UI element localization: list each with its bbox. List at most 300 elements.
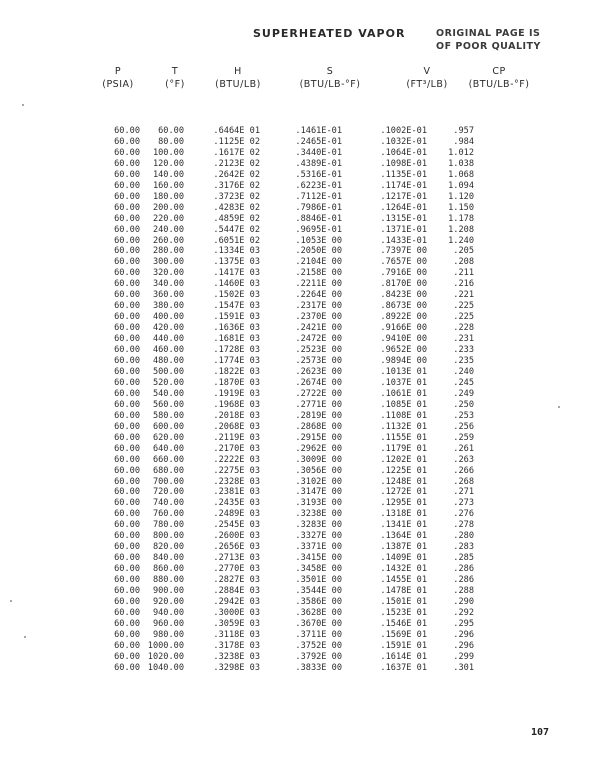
cell-entropy: .2317E 00 bbox=[295, 301, 342, 312]
cell-temperature: 140.00 bbox=[152, 169, 184, 180]
cell-temperature: 960.00 bbox=[152, 618, 184, 629]
cell-pressure: 60.00 bbox=[114, 586, 140, 597]
cell-enthalpy: .2827E 03 bbox=[213, 575, 260, 586]
cell-enthalpy: .6464E 01 bbox=[213, 126, 260, 136]
table-row bbox=[98, 279, 474, 290]
cell-cp: 1.240 bbox=[448, 235, 474, 246]
cell-enthalpy: .2942E 03 bbox=[213, 596, 260, 607]
cell-entropy: .3711E 00 bbox=[295, 629, 342, 640]
cell-temperature: 80.00 bbox=[158, 136, 184, 147]
table-row bbox=[98, 225, 474, 236]
cell-pressure: 60.00 bbox=[114, 454, 140, 465]
cell-entropy: .3458E 00 bbox=[295, 564, 342, 575]
table-row bbox=[98, 400, 474, 411]
cell-entropy: .2211E 00 bbox=[295, 279, 342, 290]
table-row bbox=[98, 181, 474, 192]
table-row bbox=[98, 290, 474, 301]
cell-entropy: .3628E 00 bbox=[295, 607, 342, 618]
cell-cp: .208 bbox=[453, 257, 474, 268]
cell-pressure: 60.00 bbox=[114, 509, 140, 520]
cell-enthalpy: .1774E 03 bbox=[213, 356, 260, 367]
table-row bbox=[98, 257, 474, 268]
cell-temperature: 880.00 bbox=[152, 575, 184, 586]
cell-volume: .1272E 01 bbox=[380, 487, 427, 498]
table-row bbox=[98, 433, 474, 444]
cell-enthalpy: .1460E 03 bbox=[213, 279, 260, 290]
cell-volume: .1341E 01 bbox=[380, 520, 427, 531]
table-row bbox=[98, 466, 474, 477]
cell-cp: .225 bbox=[453, 301, 474, 312]
cell-volume: .1295E 01 bbox=[380, 498, 427, 509]
cell-pressure: 60.00 bbox=[114, 421, 140, 432]
cell-volume: .1569E 01 bbox=[380, 629, 427, 640]
cell-entropy: .3327E 00 bbox=[295, 531, 342, 542]
cell-cp: .286 bbox=[453, 575, 474, 586]
cell-cp: 1.178 bbox=[448, 213, 474, 224]
cell-pressure: 60.00 bbox=[114, 443, 140, 454]
cell-cp: .233 bbox=[453, 345, 474, 356]
cell-enthalpy: .1728E 03 bbox=[213, 345, 260, 356]
cell-cp: .253 bbox=[453, 410, 474, 421]
cell-entropy: .9695E-01 bbox=[295, 224, 342, 235]
cell-volume: .1002E-01 bbox=[380, 126, 427, 136]
header-h-name: H bbox=[234, 66, 242, 77]
cell-cp: .280 bbox=[453, 531, 474, 542]
header-t-unit: (°F) bbox=[165, 79, 185, 90]
header-cp-name: CP bbox=[492, 66, 506, 77]
cell-enthalpy: .2170E 03 bbox=[213, 443, 260, 454]
cell-pressure: 60.00 bbox=[114, 158, 140, 169]
cell-cp: .225 bbox=[453, 312, 474, 323]
cell-temperature: 920.00 bbox=[152, 596, 184, 607]
cell-cp: .216 bbox=[453, 279, 474, 290]
cell-enthalpy: .3723E 02 bbox=[213, 191, 260, 202]
cell-enthalpy: .2545E 03 bbox=[213, 520, 260, 531]
cell-pressure: 60.00 bbox=[114, 553, 140, 564]
cell-pressure: 60.00 bbox=[114, 596, 140, 607]
cell-volume: .1432E 01 bbox=[380, 564, 427, 575]
cell-volume: .1455E 01 bbox=[380, 575, 427, 586]
cell-volume: .1135E-01 bbox=[380, 169, 427, 180]
table-row bbox=[98, 586, 474, 597]
cell-temperature: 100.00 bbox=[152, 147, 184, 158]
table-row bbox=[98, 520, 474, 531]
cell-entropy: .2623E 00 bbox=[295, 366, 342, 377]
cell-volume: .1108E 01 bbox=[380, 410, 427, 421]
table-body bbox=[98, 126, 474, 674]
cell-entropy: .2868E 00 bbox=[295, 421, 342, 432]
cell-entropy: .3238E 00 bbox=[295, 509, 342, 520]
cell-enthalpy: .2713E 03 bbox=[213, 553, 260, 564]
cell-enthalpy: .1417E 03 bbox=[213, 268, 260, 279]
cell-volume: .1501E 01 bbox=[380, 596, 427, 607]
cell-volume: .1064E-01 bbox=[380, 147, 427, 158]
cell-entropy: .3415E 00 bbox=[295, 553, 342, 564]
cell-entropy: .2523E 00 bbox=[295, 345, 342, 356]
cell-entropy: .3440E-01 bbox=[295, 147, 342, 158]
table-row bbox=[98, 356, 474, 367]
cell-temperature: 320.00 bbox=[152, 268, 184, 279]
cell-enthalpy: .2123E 02 bbox=[213, 158, 260, 169]
table-row bbox=[98, 268, 474, 279]
cell-enthalpy: .4859E 02 bbox=[213, 213, 260, 224]
scan-speck bbox=[22, 104, 24, 106]
cell-pressure: 60.00 bbox=[114, 542, 140, 553]
cell-pressure: 60.00 bbox=[114, 235, 140, 246]
cell-enthalpy: .1334E 03 bbox=[213, 246, 260, 257]
cell-pressure: 60.00 bbox=[114, 268, 140, 279]
cell-entropy: .2472E 00 bbox=[295, 334, 342, 345]
cell-pressure: 60.00 bbox=[114, 213, 140, 224]
cell-temperature: 200.00 bbox=[152, 202, 184, 213]
cell-enthalpy: .2770E 03 bbox=[213, 564, 260, 575]
cell-cp: .292 bbox=[453, 607, 474, 618]
cell-enthalpy: .4283E 02 bbox=[213, 202, 260, 213]
cell-enthalpy: .3298E 03 bbox=[213, 662, 260, 673]
cell-cp: .283 bbox=[453, 542, 474, 553]
cell-entropy: .5316E-01 bbox=[295, 169, 342, 180]
cell-entropy: .3586E 00 bbox=[295, 596, 342, 607]
cell-temperature: 360.00 bbox=[152, 290, 184, 301]
cell-cp: .259 bbox=[453, 432, 474, 443]
cell-pressure: 60.00 bbox=[114, 169, 140, 180]
cell-pressure: 60.00 bbox=[114, 191, 140, 202]
cell-enthalpy: .2068E 03 bbox=[213, 421, 260, 432]
cell-cp: .231 bbox=[453, 334, 474, 345]
cell-temperature: 220.00 bbox=[152, 213, 184, 224]
cell-cp: .299 bbox=[453, 651, 474, 662]
header-p-name: P bbox=[114, 66, 122, 77]
cell-temperature: 300.00 bbox=[152, 257, 184, 268]
cell-cp: .228 bbox=[453, 323, 474, 334]
cell-pressure: 60.00 bbox=[114, 323, 140, 334]
cell-volume: .1037E 01 bbox=[380, 377, 427, 388]
cell-entropy: .1461E-01 bbox=[295, 126, 342, 136]
cell-entropy: .3009E 00 bbox=[295, 454, 342, 465]
table-row bbox=[98, 553, 474, 564]
cell-temperature: 380.00 bbox=[152, 301, 184, 312]
superheated-vapor-table bbox=[98, 126, 474, 674]
cell-enthalpy: .2381E 03 bbox=[213, 487, 260, 498]
cell-pressure: 60.00 bbox=[114, 356, 140, 367]
table-row bbox=[98, 444, 474, 455]
cell-entropy: .2674E 00 bbox=[295, 377, 342, 388]
cell-cp: .273 bbox=[453, 498, 474, 509]
table-row bbox=[98, 367, 474, 378]
header-cp-unit: (BTU/LB-°F) bbox=[468, 79, 530, 90]
cell-volume: .1364E 01 bbox=[380, 531, 427, 542]
cell-pressure: 60.00 bbox=[114, 531, 140, 542]
cell-cp: .957 bbox=[453, 126, 474, 136]
cell-temperature: 480.00 bbox=[152, 356, 184, 367]
cell-cp: .205 bbox=[453, 246, 474, 257]
cell-temperature: 720.00 bbox=[152, 487, 184, 498]
cell-enthalpy: .2328E 03 bbox=[213, 476, 260, 487]
cell-pressure: 60.00 bbox=[114, 312, 140, 323]
cell-enthalpy: .6051E 02 bbox=[213, 235, 260, 246]
cell-entropy: .3102E 00 bbox=[295, 476, 342, 487]
cell-pressure: 60.00 bbox=[114, 575, 140, 586]
cell-entropy: .3147E 00 bbox=[295, 487, 342, 498]
cell-enthalpy: .1919E 03 bbox=[213, 388, 260, 399]
cell-volume: .1409E 01 bbox=[380, 553, 427, 564]
cell-volume: .1248E 01 bbox=[380, 476, 427, 487]
table-row bbox=[98, 159, 474, 170]
cell-volume: .8170E 00 bbox=[380, 279, 427, 290]
cell-volume: .1591E 01 bbox=[380, 640, 427, 651]
cell-temperature: 1040.00 bbox=[147, 662, 184, 673]
cell-temperature: 860.00 bbox=[152, 564, 184, 575]
table-row bbox=[98, 378, 474, 389]
cell-enthalpy: .3176E 02 bbox=[213, 180, 260, 191]
cell-volume: .9894E 00 bbox=[380, 356, 427, 367]
cell-pressure: 60.00 bbox=[114, 136, 140, 147]
cell-enthalpy: .2600E 03 bbox=[213, 531, 260, 542]
table-row bbox=[98, 652, 474, 663]
cell-pressure: 60.00 bbox=[114, 224, 140, 235]
cell-pressure: 60.00 bbox=[114, 465, 140, 476]
cell-temperature: 680.00 bbox=[152, 465, 184, 476]
cell-volume: .1371E-01 bbox=[380, 224, 427, 235]
cell-temperature: 560.00 bbox=[152, 399, 184, 410]
cell-cp: .250 bbox=[453, 399, 474, 410]
cell-entropy: .2421E 00 bbox=[295, 323, 342, 334]
cell-temperature: 520.00 bbox=[152, 377, 184, 388]
cell-enthalpy: .3238E 03 bbox=[213, 651, 260, 662]
cell-pressure: 60.00 bbox=[114, 476, 140, 487]
cell-volume: .8423E 00 bbox=[380, 290, 427, 301]
cell-cp: .249 bbox=[453, 388, 474, 399]
cell-pressure: 60.00 bbox=[114, 334, 140, 345]
header-s-unit: (BTU/LB-°F) bbox=[299, 79, 361, 90]
cell-temperature: 620.00 bbox=[152, 432, 184, 443]
cell-entropy: .4389E-01 bbox=[295, 158, 342, 169]
cell-temperature: 1020.00 bbox=[147, 651, 184, 662]
cell-temperature: 660.00 bbox=[152, 454, 184, 465]
cell-volume: .1387E 01 bbox=[380, 542, 427, 553]
cell-enthalpy: .1968E 03 bbox=[213, 399, 260, 410]
cell-temperature: 900.00 bbox=[152, 586, 184, 597]
cell-pressure: 60.00 bbox=[114, 388, 140, 399]
cell-cp: .278 bbox=[453, 520, 474, 531]
cell-cp: .285 bbox=[453, 553, 474, 564]
table-row bbox=[98, 411, 474, 422]
cell-enthalpy: .3118E 03 bbox=[213, 629, 260, 640]
cell-cp: .235 bbox=[453, 356, 474, 367]
cell-volume: .1264E-01 bbox=[380, 202, 427, 213]
cell-enthalpy: .1617E 02 bbox=[213, 147, 260, 158]
cell-temperature: 180.00 bbox=[152, 191, 184, 202]
cell-volume: .1546E 01 bbox=[380, 618, 427, 629]
cell-entropy: .2465E-01 bbox=[295, 136, 342, 147]
cell-temperature: 440.00 bbox=[152, 334, 184, 345]
cell-volume: .7916E 00 bbox=[380, 268, 427, 279]
cell-temperature: 540.00 bbox=[152, 388, 184, 399]
cell-volume: .1155E 01 bbox=[380, 432, 427, 443]
table-row bbox=[98, 334, 474, 345]
table-row bbox=[98, 619, 474, 630]
header-v-unit: (FT³/LB) bbox=[406, 79, 448, 90]
cell-entropy: .2722E 00 bbox=[295, 388, 342, 399]
table-row bbox=[98, 192, 474, 203]
cell-enthalpy: .5447E 02 bbox=[213, 224, 260, 235]
cell-pressure: 60.00 bbox=[114, 180, 140, 191]
cell-enthalpy: .3059E 03 bbox=[213, 618, 260, 629]
cell-pressure: 60.00 bbox=[114, 520, 140, 531]
cell-pressure: 60.00 bbox=[114, 399, 140, 410]
cell-temperature: 740.00 bbox=[152, 498, 184, 509]
table-row bbox=[98, 477, 474, 488]
cell-temperature: 760.00 bbox=[152, 509, 184, 520]
cell-cp: .286 bbox=[453, 564, 474, 575]
cell-entropy: .3193E 00 bbox=[295, 498, 342, 509]
table-row bbox=[98, 312, 474, 323]
cell-pressure: 60.00 bbox=[114, 651, 140, 662]
table-row bbox=[98, 663, 474, 674]
cell-entropy: .3833E 00 bbox=[295, 662, 342, 673]
cell-volume: .1318E 01 bbox=[380, 509, 427, 520]
cell-temperature: 240.00 bbox=[152, 224, 184, 235]
table-row bbox=[98, 509, 474, 520]
cell-enthalpy: .2435E 03 bbox=[213, 498, 260, 509]
table-row bbox=[98, 301, 474, 312]
cell-volume: .7657E 00 bbox=[380, 257, 427, 268]
cell-cp: .984 bbox=[453, 136, 474, 147]
table-row bbox=[98, 323, 474, 334]
table-row bbox=[98, 498, 474, 509]
cell-volume: .1614E 01 bbox=[380, 651, 427, 662]
cell-pressure: 60.00 bbox=[114, 640, 140, 651]
cell-enthalpy: .2222E 03 bbox=[213, 454, 260, 465]
cell-entropy: .3544E 00 bbox=[295, 586, 342, 597]
page-number: 107 bbox=[531, 727, 550, 738]
cell-temperature: 980.00 bbox=[152, 629, 184, 640]
cell-enthalpy: .2275E 03 bbox=[213, 465, 260, 476]
cell-volume: .7397E 00 bbox=[380, 246, 427, 257]
cell-enthalpy: .1502E 03 bbox=[213, 290, 260, 301]
cell-volume: .1225E 01 bbox=[380, 465, 427, 476]
cell-cp: .256 bbox=[453, 421, 474, 432]
table-row bbox=[98, 246, 474, 257]
table-row bbox=[98, 575, 474, 586]
cell-entropy: .2962E 00 bbox=[295, 443, 342, 454]
table-row bbox=[98, 531, 474, 542]
cell-enthalpy: .1822E 03 bbox=[213, 366, 260, 377]
cell-cp: .276 bbox=[453, 509, 474, 520]
cell-enthalpy: .3178E 03 bbox=[213, 640, 260, 651]
cell-enthalpy: .2884E 03 bbox=[213, 586, 260, 597]
cell-pressure: 60.00 bbox=[114, 257, 140, 268]
cell-volume: .9166E 00 bbox=[380, 323, 427, 334]
cell-pressure: 60.00 bbox=[114, 618, 140, 629]
table-title: SUPERHEATED VAPOR bbox=[253, 27, 406, 40]
cell-volume: .1061E 01 bbox=[380, 388, 427, 399]
cell-entropy: .2158E 00 bbox=[295, 268, 342, 279]
cell-temperature: 280.00 bbox=[152, 246, 184, 257]
cell-temperature: 460.00 bbox=[152, 345, 184, 356]
scan-speck bbox=[558, 406, 560, 408]
cell-entropy: .2370E 00 bbox=[295, 312, 342, 323]
cell-entropy: .7986E-01 bbox=[295, 202, 342, 213]
cell-cp: .263 bbox=[453, 454, 474, 465]
cell-pressure: 60.00 bbox=[114, 279, 140, 290]
table-row bbox=[98, 608, 474, 619]
cell-cp: 1.094 bbox=[448, 180, 474, 191]
quality-stamp-line2: OF POOR QUALITY bbox=[436, 41, 541, 52]
cell-entropy: .2819E 00 bbox=[295, 410, 342, 421]
header-p-unit: (PSIA) bbox=[102, 79, 134, 90]
cell-pressure: 60.00 bbox=[114, 662, 140, 673]
cell-cp: .268 bbox=[453, 476, 474, 487]
cell-pressure: 60.00 bbox=[114, 202, 140, 213]
cell-entropy: .2771E 00 bbox=[295, 399, 342, 410]
cell-temperature: 940.00 bbox=[152, 607, 184, 618]
cell-enthalpy: .2119E 03 bbox=[213, 432, 260, 443]
table-row bbox=[98, 455, 474, 466]
cell-temperature: 780.00 bbox=[152, 520, 184, 531]
cell-cp: .266 bbox=[453, 465, 474, 476]
cell-cp: .296 bbox=[453, 640, 474, 651]
cell-cp: .240 bbox=[453, 366, 474, 377]
cell-enthalpy: .1681E 03 bbox=[213, 334, 260, 345]
cell-entropy: .6223E-01 bbox=[295, 180, 342, 191]
cell-volume: .1032E-01 bbox=[380, 136, 427, 147]
cell-entropy: .3501E 00 bbox=[295, 575, 342, 586]
cell-volume: .1085E 01 bbox=[380, 399, 427, 410]
cell-volume: .1013E 01 bbox=[380, 366, 427, 377]
cell-pressure: 60.00 bbox=[114, 487, 140, 498]
cell-volume: .1523E 01 bbox=[380, 607, 427, 618]
cell-entropy: .2050E 00 bbox=[295, 246, 342, 257]
table-row bbox=[98, 203, 474, 214]
cell-temperature: 400.00 bbox=[152, 312, 184, 323]
cell-cp: .295 bbox=[453, 618, 474, 629]
header-s-name: S bbox=[326, 66, 334, 77]
cell-enthalpy: .2642E 02 bbox=[213, 169, 260, 180]
cell-volume: .1174E-01 bbox=[380, 180, 427, 191]
table-row bbox=[98, 170, 474, 181]
cell-temperature: 640.00 bbox=[152, 443, 184, 454]
cell-entropy: .3670E 00 bbox=[295, 618, 342, 629]
cell-temperature: 260.00 bbox=[152, 235, 184, 246]
cell-enthalpy: .1591E 03 bbox=[213, 312, 260, 323]
table-row bbox=[98, 148, 474, 159]
table-row bbox=[98, 389, 474, 400]
cell-entropy: .7112E-01 bbox=[295, 191, 342, 202]
cell-enthalpy: .2489E 03 bbox=[213, 509, 260, 520]
cell-volume: .1202E 01 bbox=[380, 454, 427, 465]
cell-enthalpy: .2656E 03 bbox=[213, 542, 260, 553]
table-row bbox=[98, 487, 474, 498]
cell-entropy: .2573E 00 bbox=[295, 356, 342, 367]
cell-enthalpy: .1870E 03 bbox=[213, 377, 260, 388]
cell-volume: .1098E-01 bbox=[380, 158, 427, 169]
header-t-name: T bbox=[171, 66, 179, 77]
header-v-name: V bbox=[423, 66, 431, 77]
cell-temperature: 500.00 bbox=[152, 366, 184, 377]
cell-cp: 1.208 bbox=[448, 224, 474, 235]
table-row bbox=[98, 137, 474, 148]
cell-cp: .221 bbox=[453, 290, 474, 301]
cell-cp: .261 bbox=[453, 443, 474, 454]
cell-temperature: 340.00 bbox=[152, 279, 184, 290]
table-row bbox=[98, 542, 474, 553]
cell-temperature: 1000.00 bbox=[147, 640, 184, 651]
cell-volume: .1478E 01 bbox=[380, 586, 427, 597]
table-row bbox=[98, 641, 474, 652]
cell-enthalpy: .1125E 02 bbox=[213, 136, 260, 147]
cell-enthalpy: .3000E 03 bbox=[213, 607, 260, 618]
